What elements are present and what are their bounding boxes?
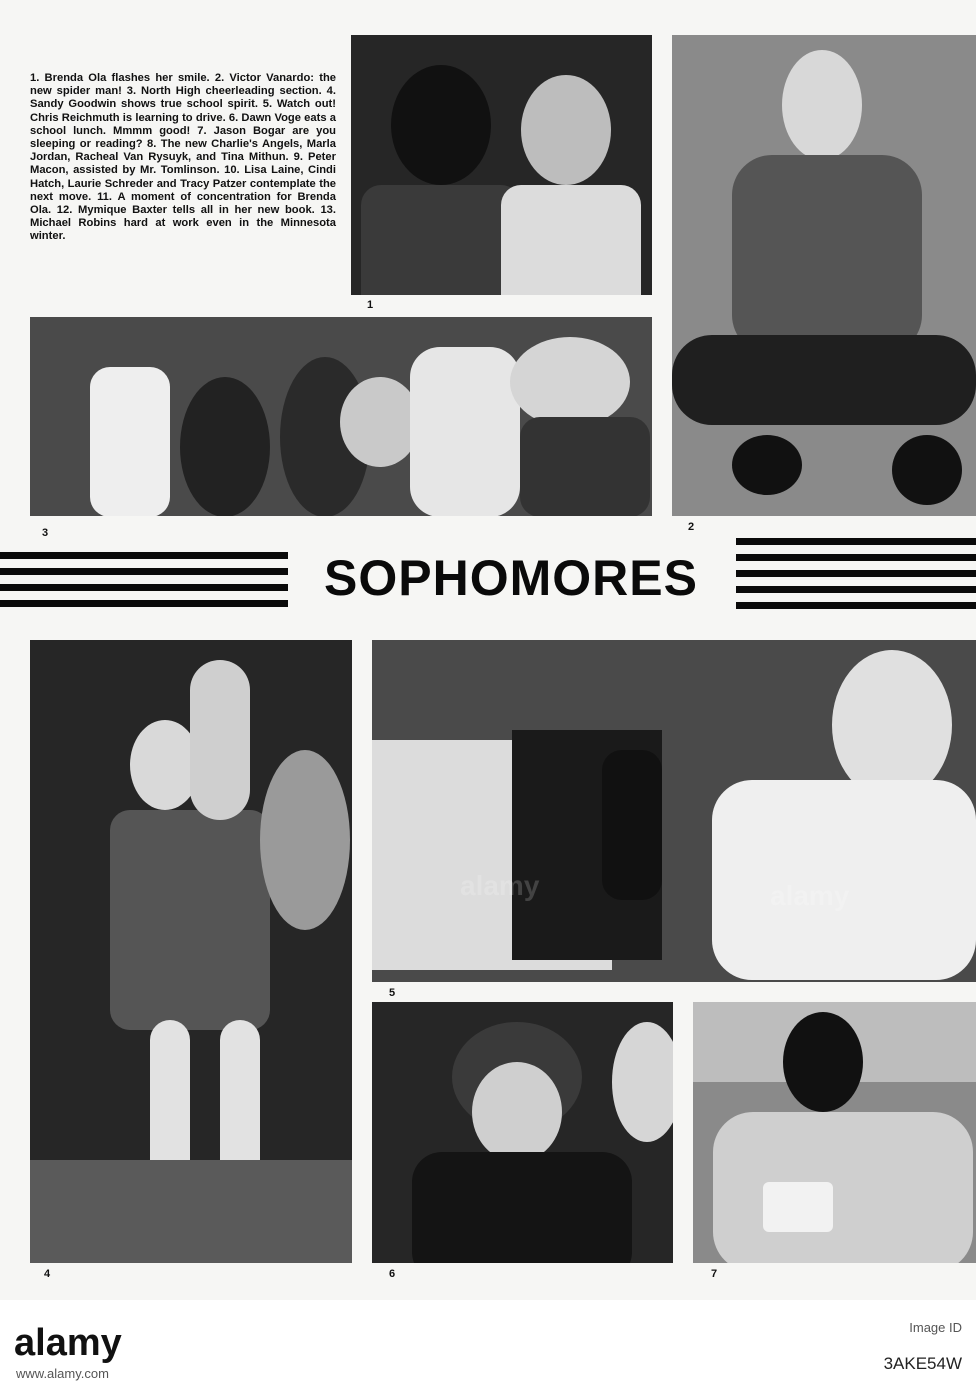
photo-2-victor-vanardo — [672, 35, 976, 516]
left-stripe-2 — [0, 568, 288, 575]
image-id: 3AKE54W — [883, 1354, 962, 1373]
watermark-1: alamy — [770, 880, 850, 911]
photo-5-chris-reichmuth — [372, 640, 976, 982]
photo-7-jason-bogar — [693, 1002, 976, 1263]
photo-6-dawn-voge — [372, 1002, 673, 1263]
image-id-label: Image ID — [909, 1320, 962, 1335]
photo-6-number: 6 — [389, 1268, 396, 1280]
right-stripe-5 — [736, 602, 976, 609]
photo-1-brenda-ola — [351, 35, 652, 295]
photo-7-number: 7 — [711, 1268, 718, 1280]
right-stripe-4 — [736, 586, 976, 593]
photo-1-number: 1 — [367, 299, 374, 311]
watermark-2: alamy — [460, 870, 540, 901]
photo-5-number: 5 — [389, 987, 396, 999]
right-stripe-1 — [736, 538, 976, 545]
section-title: SOPHOMORES — [324, 550, 698, 606]
stock-footer — [0, 1300, 976, 1390]
photo-4-sandy-goodwin — [30, 640, 352, 1263]
alamy-logo: alamy — [14, 1322, 122, 1364]
photo-3-cheerleading — [30, 317, 652, 516]
site-url[interactable]: www.alamy.com — [16, 1366, 109, 1381]
left-stripe-4 — [0, 600, 288, 607]
photo-3-number: 3 — [42, 527, 49, 539]
right-stripe-3 — [736, 570, 976, 577]
photo-captions: 1. Brenda Ola flashes her smile. 2. Victor Vanardo: the new spider man! 3. North High cheerleading section. 4. Sandy Goodwin shows true school spirit. 5. Watch out! Chris Reichmuth is learning to drive. 6. Dawn Voge eats a school lunch. Mmmm good! 7. Jason Bogar are you sleeping or reading? 8. The new Charlie's Angels, Marla Jordan, Racheal Van Rysuyk, and Tina Mithun. 9. Peter Macon, assisted by Mr. Tomlinson. 10. Lisa Laine, Cindi Hatch, Laurie Schreder and Tracy Patzer contemplate the next move. 11. A moment of concentration for Brenda Ola. 12. Mymique Baxter tells all in her new book. 13. Michael Robins hard at work even in the Minnesota winter. — [30, 72, 336, 243]
photo-2-number: 2 — [688, 521, 695, 533]
left-stripe-3 — [0, 584, 288, 591]
photo-4-number: 4 — [44, 1268, 51, 1280]
right-stripe-2 — [736, 554, 976, 561]
left-stripe-1 — [0, 552, 288, 559]
